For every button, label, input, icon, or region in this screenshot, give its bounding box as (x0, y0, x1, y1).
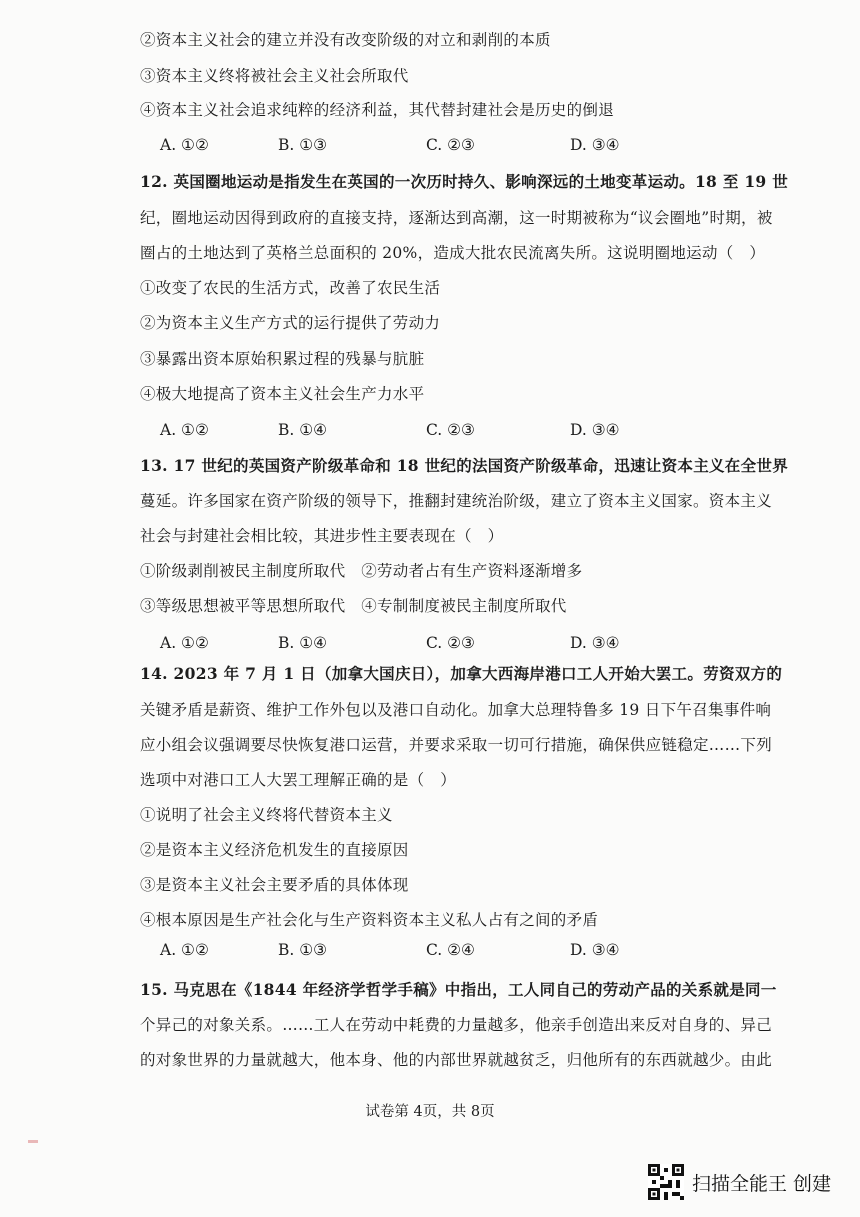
text-line: 13. 17 世纪的英国资产阶级革命和 18 世纪的法国资产阶级革命，迅速让资本主义在全世界 (140, 456, 788, 475)
text-line: 12. 英国圈地运动是指发生在英国的一次历时持久、影响深远的土地变革运动。18 至 19 世 (140, 172, 788, 191)
text-line: ③是资本主义社会主要矛盾的具体体现 (140, 876, 409, 894)
answer-option: C. ②③ (426, 634, 475, 652)
answer-option: D. ③④ (570, 421, 620, 439)
text-line: ②资本主义社会的建立并没有改变阶级的对立和剥削的本质 (140, 31, 551, 49)
text-line: ①阶级剥削被民主制度所取代 ②劳动者占有生产资料逐渐增多 (140, 562, 583, 580)
text-line: 应小组会议强调要尽快恢复港口运营，并要求采取一切可行措施，确保供应链稳定……下列 (140, 736, 773, 754)
answer-option: B. ①④ (278, 421, 328, 439)
text-line: 社会与封建社会相比较，其进步性主要表现在（ ） (140, 527, 504, 545)
answer-option: B. ①④ (278, 634, 328, 652)
answer-option: D. ③④ (570, 634, 620, 652)
answer-option: C. ②④ (426, 941, 475, 959)
qr-code-icon (648, 1164, 684, 1200)
text-line: 的对象世界的力量就越大，他本身、他的内部世界就越贫乏，归他所有的东西就越少。由此 (140, 1051, 773, 1069)
text-line: ②为资本主义生产方式的运行提供了劳动力 (140, 314, 441, 332)
text-line: 圈占的土地达到了英格兰总面积的 20%，造成大批农民流离失所。这说明圈地运动（ ） (140, 244, 766, 262)
answer-option: A. ①② (160, 634, 209, 652)
answer-option: A. ①② (160, 136, 209, 154)
scan-artifact (28, 1140, 38, 1143)
answer-option: D. ③④ (570, 941, 620, 959)
text-line: ④资本主义社会追求纯粹的经济利益，其代替封建社会是历史的倒退 (140, 101, 615, 119)
watermark-text: 扫描全能王 创建 (692, 1172, 832, 1195)
answer-option: C. ②③ (426, 421, 475, 439)
text-line: 个异己的对象关系。……工人在劳动中耗费的力量越多，他亲手创造出来反对自身的、异己 (140, 1016, 773, 1034)
text-line: 蔓延。许多国家在资产阶级的领导下，推翻封建统治阶级，建立了资本主义国家。资本主义 (140, 492, 773, 510)
text-line: 纪，圈地运动因得到政府的直接支持，逐渐达到高潮，这一时期被称为“议会圈地”时期，被 (140, 209, 773, 227)
text-line: ③等级思想被平等思想所取代 ④专制制度被民主制度所取代 (140, 597, 567, 615)
text-line: 关键矛盾是薪资、维护工作外包以及港口自动化。加拿大总理特鲁多 19 日下午召集事件响 (140, 701, 772, 719)
answer-option: A. ①② (160, 421, 209, 439)
text-line: ④根本原因是生产社会化与生产资料资本主义私人占有之间的矛盾 (140, 911, 599, 929)
page-footer: 试卷第 4页，共 8页 (365, 1104, 495, 1120)
text-line: 15. 马克思在《1844 年经济学哲学手稿》中指出，工人同自己的劳动产品的关系就是同一 (140, 980, 777, 999)
text-line: ①改变了农民的生活方式，改善了农民生活 (140, 279, 441, 297)
answer-option: D. ③④ (570, 136, 620, 154)
text-line: ①说明了社会主义终将代替资本主义 (140, 806, 393, 824)
answer-option: C. ②③ (426, 136, 475, 154)
text-line: 14. 2023 年 7 月 1 日（加拿大国庆日），加拿大西海岸港口工人开始大罢工。劳资双方的 (140, 664, 783, 683)
answer-option: A. ①② (160, 941, 209, 959)
text-line: ④极大地提高了资本主义社会生产力水平 (140, 385, 425, 403)
answer-option: B. ①③ (278, 941, 328, 959)
scanner-watermark (648, 1163, 831, 1201)
text-line: ②是资本主义经济危机发生的直接原因 (140, 841, 409, 859)
answer-option: B. ①③ (278, 136, 328, 154)
text-line: 选项中对港口工人大罢工理解正确的是（ ） (140, 771, 457, 789)
text-line: ③资本主义终将被社会主义社会所取代 (140, 67, 409, 85)
text-line: ③暴露出资本原始积累过程的残暴与肮脏 (140, 350, 425, 368)
